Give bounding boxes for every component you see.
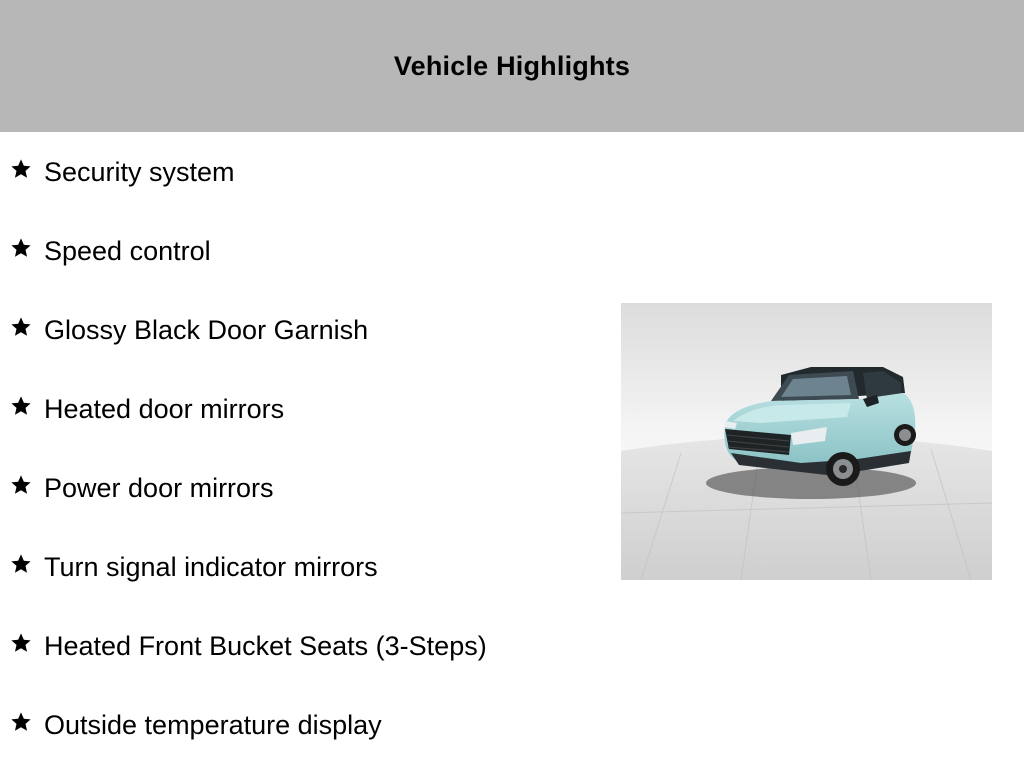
star-icon — [10, 474, 32, 496]
star-icon — [10, 632, 32, 654]
list-item — [10, 705, 382, 745]
page-title: Vehicle Highlights — [393, 50, 631, 81]
feature-label: Speed control — [44, 235, 211, 266]
star-icon — [10, 316, 32, 338]
star-icon — [10, 237, 32, 259]
feature-label: Power door mirrors — [44, 472, 274, 503]
list-item — [10, 547, 378, 587]
list-item — [10, 152, 235, 192]
star-icon — [10, 395, 32, 417]
list-item — [10, 389, 284, 429]
list-item — [10, 468, 274, 508]
header-banner — [0, 0, 1024, 132]
star-icon — [10, 553, 32, 575]
list-item — [10, 231, 211, 271]
feature-label: Glossy Black Door Garnish — [44, 314, 369, 345]
feature-label: Heated door mirrors — [44, 393, 285, 424]
vehicle-photo — [621, 303, 992, 580]
feature-label: Security system — [44, 156, 235, 187]
list-item — [10, 310, 368, 350]
list-item — [10, 626, 487, 666]
feature-label: Outside temperature display — [44, 709, 382, 740]
feature-label: Turn signal indicator mirrors — [44, 551, 378, 582]
star-icon — [10, 711, 32, 733]
feature-label: Heated Front Bucket Seats (3-Steps) — [44, 630, 487, 661]
star-icon — [10, 158, 32, 180]
